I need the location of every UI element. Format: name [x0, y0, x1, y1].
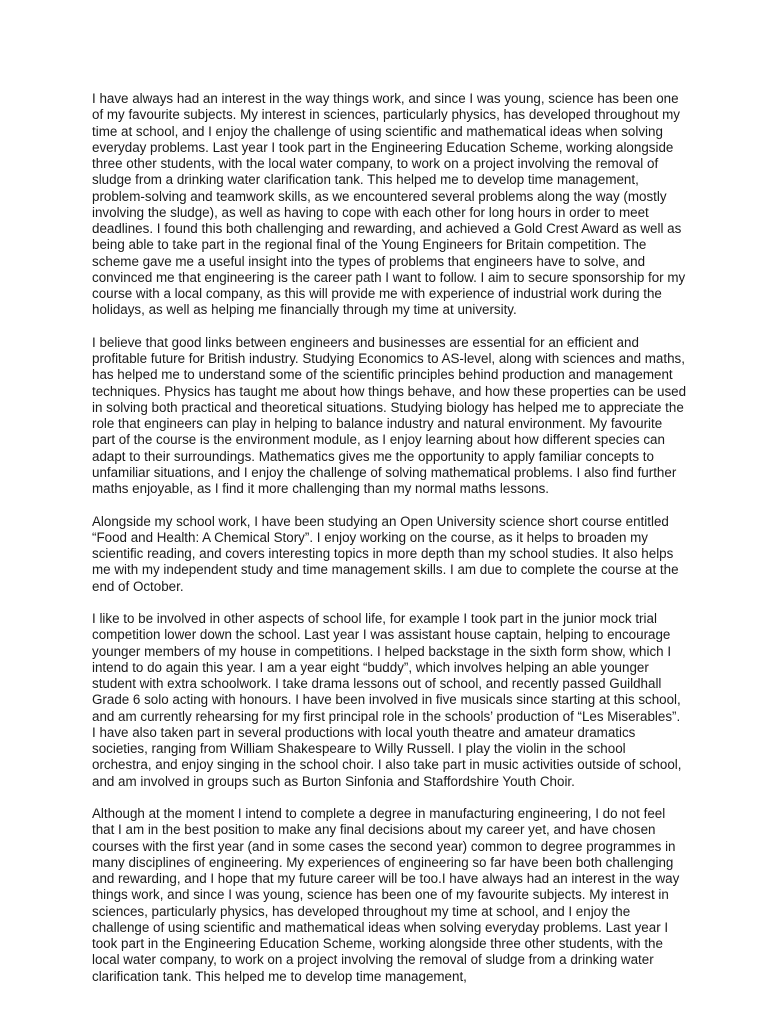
paragraph-open-university-course: Alongside my school work, I have been studying an Open University science short course entitled “Food and Health: A Chemical Story”. I enjoy working on the course, as it helps to broaden my scientific reading, and covers interesting topics in more depth than my school studies. It also helps me with my independent study and time management skills. I am due to complete the course at the end of October.	[92, 513, 679, 594]
paragraph-future-degree: Although at the moment I intend to complete a degree in manufacturing engineering, I do not feel that I am in the best position to make any final decisions about my career yet, and have chosen courses with the first year (and in some cases the second year) common to degree programmes in many disciplines of engineering. My experiences of engineering so far have been both challenging and rewarding, and I hope that my future career will be too.I have always had an interest in the way things work, and since I was young, science has been one of my favourite subjects. My interest in sciences, particularly physics, has developed throughout my time at school, and I enjoy the challenge of using scientific and mathematical ideas when solving everyday problems. Last year I took part in the Engineering Education Scheme, working alongside three other students, with the local water company, to work on a project involving the removal of sludge from a drinking water clarification tank. This helped me to develop time management,	[92, 806, 680, 984]
paragraph-interest-in-science: I have always had an interest in the way things work, and since I was young, science has been one of my favourite subjects. My interest in sciences, particularly physics, has developed throughout my time at school, and I enjoy the challenge of using scientific and mathematical ideas when solving everyday problems. Last year I took part in the Engineering Education Scheme, working alongside three other students, with the local water company, to work on a project involving the removal of sludge from a drinking water clarification tank. This helped me to develop time management, problem-solving and teamwork skills, as we encountered several problems along the way (mostly involving the sludge), as well as having to cope with each other for long hours in order to meet deadlines. I found this both challenging and rewarding, and achieved a Gold Crest Award as well as being able to take part in the regional final of the Young Engineers for Britain competition. The scheme gave me a useful insight into the types of problems that engineers have to solve, and convinced me that engineering is the career path I want to follow. I aim to secure sponsorship for my course with a local company, as this will provide me with experience of industrial work during the holidays, as well as helping me financially through my time at university.	[92, 91, 686, 318]
paragraph-engineering-and-business: I believe that good links between engineers and businesses are essential for an efficient and profitable future for British industry. Studying Economics to AS-level, along with sciences and maths, has helped me to understand some of the scientific principles behind production and management techniques. Physics has taught me about how things behave, and how these properties can be used in solving both practical and theoretical situations. Studying biology has helped me to appreciate the role that engineers can play in helping to balance industry and natural environment. My favourite part of the course is the environment module, as I enjoy learning about how different species can adapt to their surroundings. Mathematics gives me the opportunity to apply familiar concepts to unfamiliar situations, and I enjoy the challenge of solving mathematical problems. I also find further maths enjoyable, as I find it more challenging than my normal maths lessons.	[92, 334, 687, 496]
paragraph-school-life: I like to be involved in other aspects of school life, for example I took part in the junior mock trial competition lower down the school. Last year I was assistant house captain, helping to encourage younger members of my house in competitions. I helped backstage in the sixth form show, which I intend to do again this year. I am a year eight “buddy”, which involves helping an able younger student with extra schoolwork. I take drama lessons out of school, and recently passed Guildhall Grade 6 solo acting with honours. I have been involved in five musicals since starting at this school, and am currently rehearsing for my first principal role in the schools’ production of “Les Miserables”. I have also taken part in several productions with local youth theatre and amateur dramatics societies, ranging from William Shakespeare to Willy Russell. I play the violin in the school orchestra, and enjoy singing in the school choir. I also take part in music activities outside of school, and am involved in groups such as Burton Sinfonia and Staffordshire Youth Choir.	[92, 611, 682, 789]
document-body	[92, 91, 687, 1001]
